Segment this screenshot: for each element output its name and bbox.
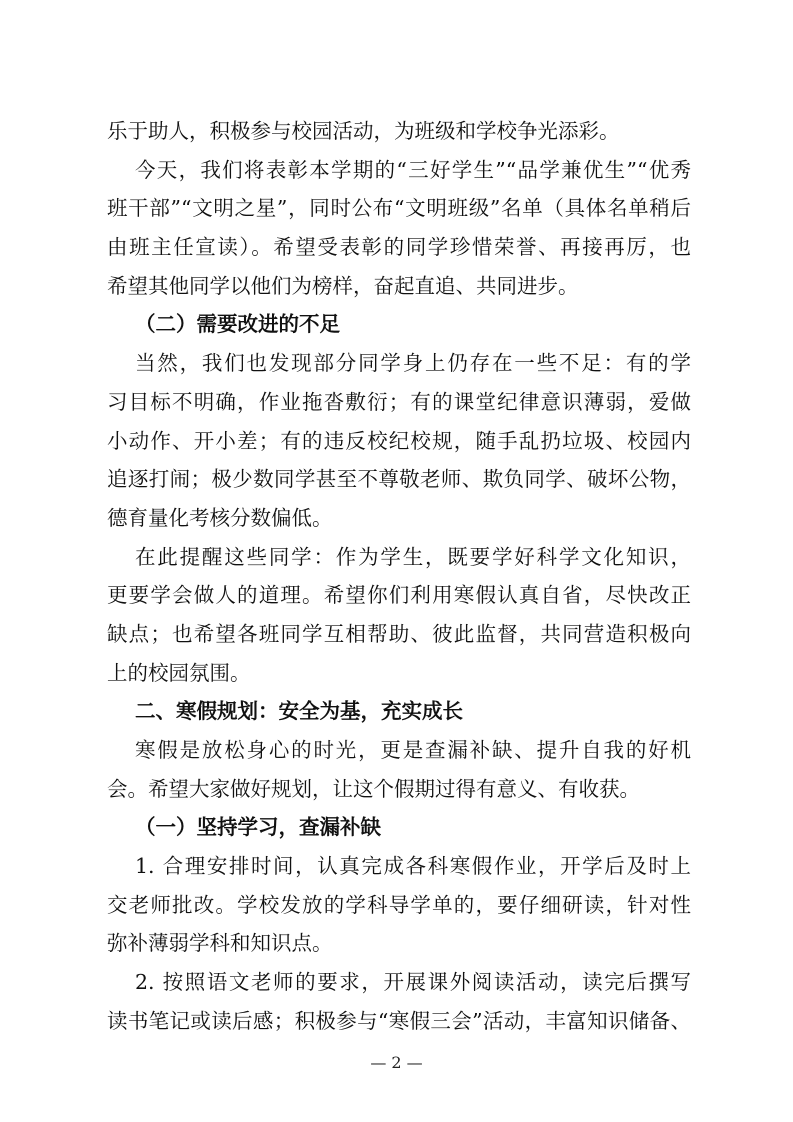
paragraph-line: 1. 合理安排时间，认真完成各科寒假作业，开学后及时上 <box>135 854 691 879</box>
paragraph-line: 2. 按照语文老师的要求，开展课外阅读活动，读完后撰写 <box>135 970 691 995</box>
section-heading: （二）需要改进的不足 <box>135 312 340 337</box>
paragraph-line: 弥补薄弱学科和知识点。 <box>107 931 333 956</box>
paragraph-line: 上的校园氛围。 <box>107 660 251 685</box>
paragraph-line: 当然，我们也发现部分同学身上仍存在一些不足：有的学 <box>135 351 691 376</box>
paragraph-line: 寒假是放松身心的时光，更是查漏补缺、提升自我的好机 <box>135 738 691 762</box>
document-body <box>107 112 691 1041</box>
paragraph-line: 在此提醒这些同学：作为学生，既要学好科学文化知识， <box>135 544 691 569</box>
paragraph-line: 交老师批改。学校发放的学科导学单的，要仔细研读，针对性 <box>107 892 691 917</box>
paragraph-line: 乐于助人，积极参与校园活动，为班级和学校争光添彩。 <box>107 119 620 143</box>
section-heading: 二、寒假规划：安全为基，充实成长 <box>135 699 463 724</box>
paragraph-line: 今天，我们将表彰本学期的“三好学生”“品学兼优生”“优秀 <box>135 157 691 182</box>
paragraph-line: 更要学会做人的道理。希望你们利用寒假认真自省，尽快改正 <box>107 583 691 608</box>
paragraph-line: 由班主任宣读）。希望受表彰的同学珍惜荣誉、再接再厉，也 <box>107 235 691 260</box>
page-number: — 2 — <box>370 1053 423 1072</box>
paragraph-line: 习目标不明确，作业拖沓敷衍；有的课堂纪律意识薄弱，爱做 <box>107 389 691 414</box>
paragraph-line: 班干部”“文明之星”，同时公布“文明班级”名单（具体名单稍后 <box>107 196 691 221</box>
section-heading: （一）坚持学习，查漏补缺 <box>135 815 381 840</box>
paragraph-line: 德育量化考核分数偏低。 <box>107 505 333 530</box>
paragraph-line: 读书笔记或读后感；积极参与“寒假三会”活动，丰富知识储备、 <box>107 1008 691 1033</box>
paragraph-line: 追逐打闹；极少数同学甚至不尊敬老师、欺负同学、破坏公物， <box>107 467 691 492</box>
paragraph-line: 希望其他同学以他们为榜样，奋起直追、共同进步。 <box>107 273 579 298</box>
paragraph-line: 会。希望大家做好规划，让这个假期过得有意义、有收获。 <box>107 776 640 801</box>
paragraph-line: 缺点；也希望各班同学互相帮助、彼此监督，共同营造积极向 <box>107 621 691 646</box>
paragraph-line: 小动作、开小差；有的违反校纪校规，随手乱扔垃圾、校园内 <box>107 428 691 453</box>
